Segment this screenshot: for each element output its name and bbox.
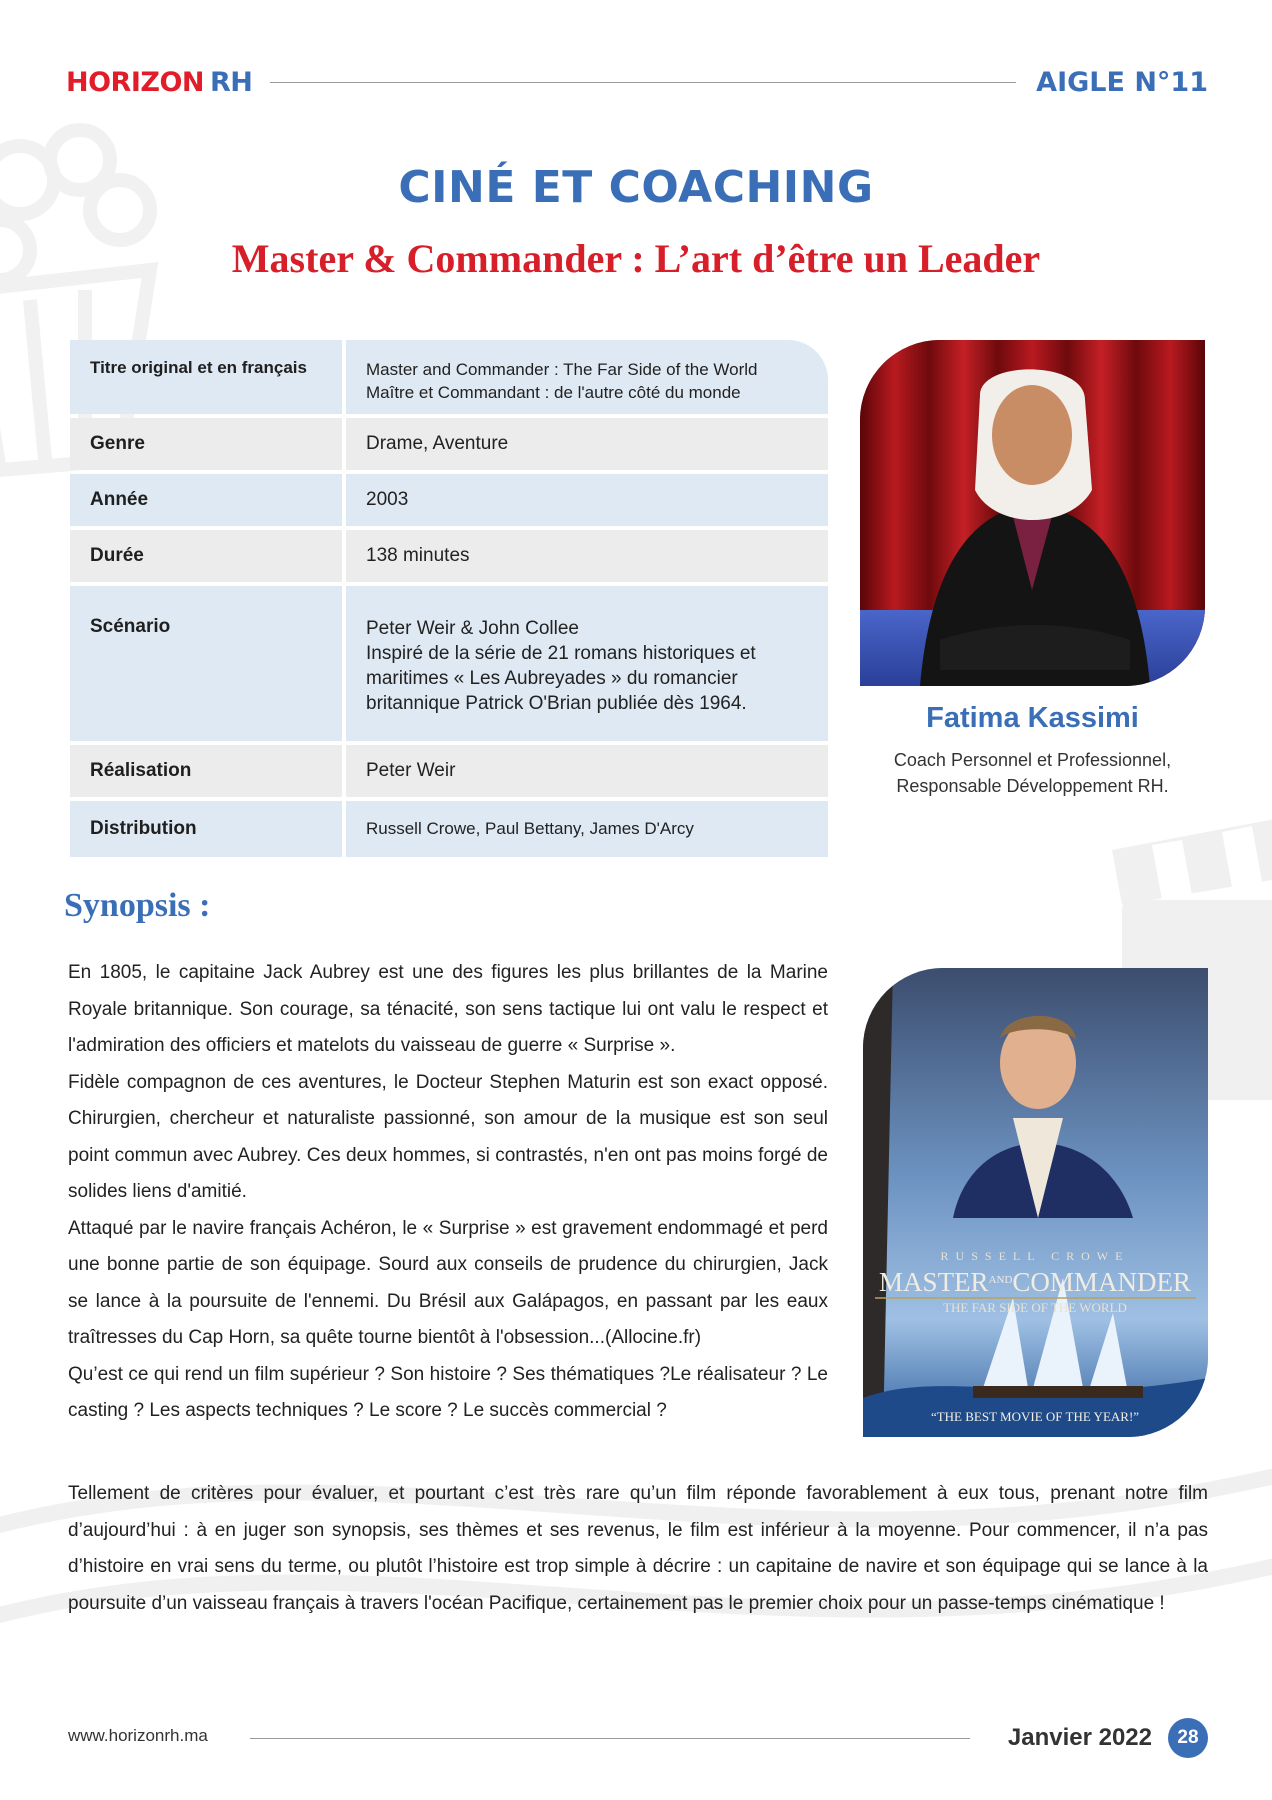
- author-portrait-image: [860, 340, 1205, 686]
- footer-website-link[interactable]: www.horizonrh.ma: [68, 1726, 208, 1745]
- film-info-table: [70, 336, 828, 861]
- row-value: Peter Weir: [346, 745, 828, 797]
- synopsis-paragraph: En 1805, le capitaine Jack Aubrey est une des figures les plus brillantes de la Marine Royale britannique. Son courage, sa ténacité, son sens tactique lui ont valu le respect et l'admiration des officiers et matelots du vaisseau de guerre « Surprise ».: [68, 962, 828, 1056]
- poster-title-commander: COMMANDER: [1012, 1267, 1191, 1297]
- table-row: [70, 801, 828, 857]
- poster-subtitle: THE FAR SIDE OF THE WORLD: [943, 1300, 1127, 1315]
- row-value: Russell Crowe, Paul Bettany, James D'Arcy: [346, 801, 828, 857]
- author-role-line: Coach Personnel et Professionnel,: [893, 750, 1172, 770]
- author-name: Fatima Kassimi: [926, 702, 1139, 734]
- row-value: [346, 586, 828, 741]
- value-line: maritimes « Les Aubreyades » du romancier: [366, 668, 738, 689]
- table-row: [70, 745, 828, 797]
- poster-title-and: AND: [988, 1274, 1013, 1286]
- row-value: Drame, Aventure: [346, 418, 828, 470]
- row-label: Genre: [70, 418, 346, 470]
- row-label: Année: [70, 474, 346, 526]
- poster-actor: RUSSELL CROWE: [940, 1249, 1130, 1263]
- synopsis-paragraph: Qu’est ce qui rend un film supérieur ? Son histoire ? Ses thématiques ?Le réalisateur ? Le casting ? Les aspects techniques ? Le score ? Le succès commercial ?: [68, 1363, 828, 1421]
- table-row: [70, 418, 828, 470]
- row-label: Distribution: [70, 801, 346, 857]
- row-label: Réalisation: [70, 745, 346, 797]
- author-photo: [860, 340, 1205, 686]
- value-line: Inspiré de la série de 21 romans historiques et: [366, 643, 756, 664]
- article-title: Master & Commander : L’art d’être un Leader: [231, 236, 1041, 281]
- section-title: CINÉ ET COACHING: [398, 162, 874, 213]
- magazine-logo: [66, 67, 252, 98]
- logo-horizon-text: HORIZON: [66, 66, 205, 98]
- page-number-badge: 28: [1168, 1718, 1208, 1758]
- footer-meta: [1008, 1718, 1208, 1758]
- poster-quote: “THE BEST MOVIE OF THE YEAR!”: [930, 1409, 1140, 1424]
- author-role-line: Responsable Développement RH.: [896, 776, 1169, 796]
- poster-title: [879, 1267, 1191, 1297]
- table-row: [70, 530, 828, 582]
- value-line: Peter Weir & John Collee: [366, 618, 579, 639]
- footer-divider: [250, 1738, 970, 1739]
- value-line: Master and Commander : The Far Side of the World: [366, 360, 758, 379]
- synopsis-paragraph: Fidèle compagnon de ces aventures, le Docteur Stephen Maturin est son exact opposé. Chirurgien, chercheur et naturaliste passionné, son amour de la musique est son seul point commun avec Aubrey. Ces deux hommes, si contrastés, n'en ont pas moins forgé de solides liens d'amitié.: [68, 1071, 828, 1202]
- synopsis-heading: Synopsis :: [64, 887, 211, 924]
- row-label: Scénario: [70, 586, 346, 741]
- movie-poster: [863, 968, 1208, 1437]
- row-value: 138 minutes: [346, 530, 828, 582]
- row-label: Durée: [70, 530, 346, 582]
- table-row: [70, 340, 828, 414]
- movie-poster-frame: [863, 968, 1208, 1437]
- row-value: [346, 340, 828, 414]
- issue-number: AIGLE N°11: [1036, 66, 1208, 98]
- author-role: [860, 747, 1205, 799]
- author-photo-frame: [860, 340, 1205, 686]
- value-line: Maître et Commandant : de l'autre côté du monde: [366, 383, 741, 402]
- row-value: 2003: [346, 474, 828, 526]
- footer-date: Janvier 2022: [1007, 1724, 1152, 1751]
- value-line: britannique Patrick O'Brian publiée dès 1964.: [366, 693, 747, 714]
- synopsis-body: [68, 955, 828, 1430]
- synopsis-paragraph: Attaqué par le navire français Achéron, le « Surprise » est gravement endommagé et perd une bonne partie de son équipage. Sourd aux conseils de prudence du chirurgien, Jack se lance à la poursuite de l'ennemi. Du Brésil aux Galápagos, en passant par les eaux traîtresses du Cap Horn, sa quête tourne bientôt à l'obsession...(Allocine.fr): [68, 1217, 828, 1348]
- logo-rh-text: RH: [210, 66, 253, 98]
- movie-poster-image: [863, 968, 1208, 1437]
- header-divider: [270, 82, 1016, 83]
- poster-title-master: MASTER: [879, 1267, 989, 1297]
- page-header: [66, 62, 1208, 102]
- table-row: [70, 586, 828, 741]
- table-row: [70, 474, 828, 526]
- closing-paragraph: Tellement de critères pour évaluer, et pourtant c’est très rare qu’un film réponde favorablement à eux tous, prenant notre film d’aujourd’hui : à en juger son synopsis, ses thèmes et ses revenus, le film est inférieur à la moyenne. Pour commencer, il n’a pas d’histoire en vrai sens du terme, ou plutôt l’histoire est trop simple à décrire : un capitaine de navire et son équipage qui se lance à la poursuite d’un vaisseau français à travers l'océan Pacifique, certainement pas le premier choix pour un passe-temps cinématique !: [68, 1483, 1208, 1614]
- row-label: Titre original et en français: [70, 340, 346, 414]
